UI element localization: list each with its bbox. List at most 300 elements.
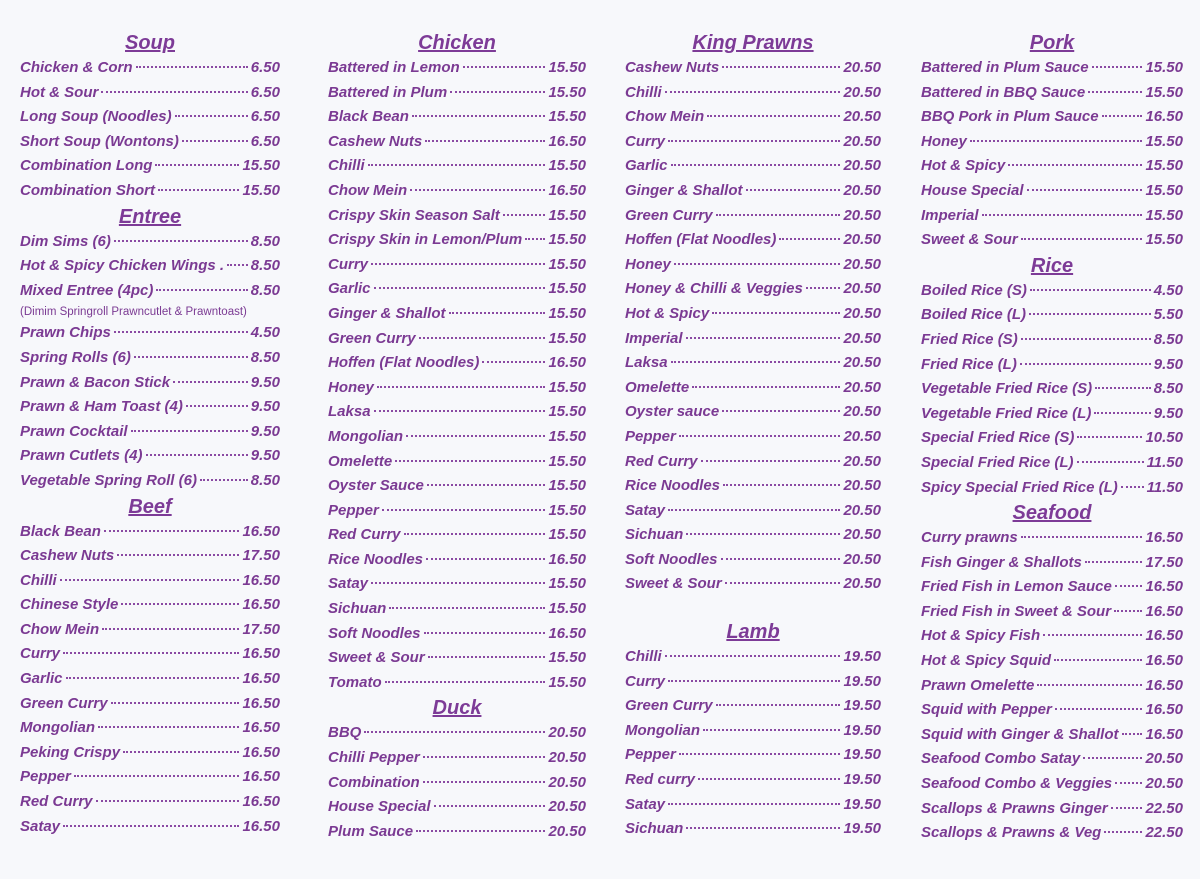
menu-item-price: 20.50: [548, 773, 586, 791]
menu-item-price: 20.50: [1145, 775, 1183, 793]
dot-leader: [712, 312, 840, 314]
dot-leader: [665, 91, 841, 93]
dot-leader: [686, 337, 841, 339]
menu-item-price: 20.50: [843, 452, 881, 470]
menu-item: [20, 520, 280, 545]
menu-item-price: 20.50: [843, 181, 881, 199]
menu-item-price: 6.50: [250, 132, 280, 150]
menu-item: [921, 179, 1183, 204]
menu-item-name: BBQ: [328, 724, 362, 742]
menu-item-price: 15.50: [548, 600, 586, 618]
menu-item-price: 9.50: [250, 447, 280, 465]
menu-item: [20, 815, 280, 840]
menu-item-price: 9.50: [250, 398, 280, 416]
menu-section-chicken: [328, 30, 586, 695]
menu-item-price: 10.50: [1145, 429, 1183, 447]
menu-item-name: Soft Noodles: [328, 624, 421, 642]
menu-item: [20, 790, 280, 815]
menu-item: [921, 402, 1183, 427]
menu-item: [625, 719, 881, 744]
menu-item: [921, 81, 1183, 106]
menu-item-price: 16.50: [1145, 701, 1183, 719]
menu-item-price: 16.50: [1145, 627, 1183, 645]
menu-item-price: 15.50: [548, 526, 586, 544]
dot-leader: [200, 479, 248, 481]
menu-item: [625, 81, 881, 106]
dot-leader: [1030, 289, 1151, 291]
dot-leader: [716, 214, 841, 216]
menu-item-name: Mongolian: [328, 427, 403, 445]
menu-item: [328, 81, 586, 106]
menu-item: [20, 716, 280, 741]
menu-item-name: Prawn Cocktail: [20, 422, 128, 440]
menu-item-price: 20.50: [843, 403, 881, 421]
menu-item-name: Hot & Spicy Fish: [921, 627, 1041, 645]
menu-item: [921, 772, 1183, 797]
menu-item-price: 20.50: [843, 329, 881, 347]
menu-item: [328, 277, 586, 302]
menu-item: [921, 476, 1183, 501]
menu-item-name: Hot & Sour: [20, 83, 99, 101]
menu-item: [20, 130, 280, 155]
menu-item: [625, 130, 881, 155]
menu-item-name: Red curry: [625, 771, 696, 789]
menu-item: [921, 797, 1183, 822]
menu-item-price: 20.50: [548, 724, 586, 742]
menu-item: [328, 548, 586, 573]
menu-item-price: 16.50: [242, 694, 280, 712]
menu-item: [921, 204, 1183, 229]
menu-item-name: Mongolian: [625, 721, 700, 739]
dot-leader: [701, 460, 841, 462]
dot-leader: [419, 337, 546, 339]
menu-item-price: 9.50: [1153, 404, 1183, 422]
menu-item-price: 8.50: [1153, 330, 1183, 348]
menu-item: [921, 526, 1183, 551]
dot-leader: [1020, 363, 1151, 365]
menu-item-name: Chilli: [20, 571, 57, 589]
menu-item-name: Green Curry: [328, 329, 416, 347]
dot-leader: [668, 140, 840, 142]
menu-item: [328, 253, 586, 278]
menu-item: [328, 327, 586, 352]
menu-item-price: 15.50: [548, 427, 586, 445]
menu-item: [328, 523, 586, 548]
dot-leader: [482, 361, 545, 363]
dot-leader: [1114, 610, 1142, 612]
menu-item-price: 15.50: [548, 477, 586, 495]
menu-item-price: 15.50: [548, 231, 586, 249]
menu-item-name: Vegetable Fried Rice (S): [921, 380, 1093, 398]
menu-item-name: Battered in BBQ Sauce: [921, 83, 1086, 101]
dot-leader: [1043, 634, 1142, 636]
menu-item: [921, 575, 1183, 600]
menu-item: [328, 622, 586, 647]
dot-leader: [412, 115, 546, 117]
dot-leader: [1037, 684, 1142, 686]
menu-item-price: 20.50: [843, 206, 881, 224]
menu-item-name: Hoffen (Flat Noodles): [625, 231, 777, 249]
menu-item: [625, 450, 881, 475]
dot-leader: [698, 778, 840, 780]
menu-item-price: 15.50: [548, 304, 586, 322]
menu-item: [625, 548, 881, 573]
menu-item: [20, 569, 280, 594]
menu-item-price: 20.50: [1145, 750, 1183, 768]
section-title: Seafood: [1012, 502, 1092, 525]
menu-item-price: 6.50: [250, 108, 280, 126]
menu-item: [921, 279, 1183, 304]
menu-item: [921, 698, 1183, 723]
menu-item-name: Boiled Rice (L): [921, 306, 1027, 324]
menu-item-name: Scallops & Prawns & Veg: [921, 824, 1102, 842]
menu-item-name: Curry prawns: [921, 529, 1018, 547]
menu-item-name: Garlic: [20, 670, 63, 688]
menu-item: [625, 768, 881, 793]
section-title: Pork: [1029, 32, 1075, 54]
menu-item: [328, 228, 586, 253]
menu-item: [20, 179, 280, 204]
dot-leader: [671, 164, 841, 166]
menu-item-name: Chinese Style: [20, 596, 119, 614]
dot-leader: [525, 238, 545, 240]
menu-item-name: Cashew Nuts: [328, 132, 423, 150]
dot-leader: [721, 558, 841, 560]
dot-leader: [404, 533, 546, 535]
dot-leader: [134, 356, 248, 358]
menu-item-name: Sweet & Sour: [328, 649, 425, 667]
menu-item-price: 22.50: [1145, 824, 1183, 842]
menu-item-name: Honey: [625, 255, 671, 273]
menu-column-2: [328, 30, 586, 844]
menu-section-pork: [921, 30, 1183, 253]
dot-leader: [102, 628, 239, 630]
menu-item-name: Prawn & Ham Toast (4): [20, 398, 183, 416]
menu-item: [921, 154, 1183, 179]
dot-leader: [686, 827, 840, 829]
dot-leader: [428, 656, 546, 658]
menu-item-price: 9.50: [1153, 355, 1183, 373]
menu-item-price: 9.50: [250, 422, 280, 440]
menu-item-name: Satay: [625, 501, 666, 519]
menu-item-name: Dim Sims (6): [20, 232, 111, 250]
dot-leader: [371, 263, 545, 265]
menu-item: [20, 618, 280, 643]
menu-item: [328, 499, 586, 524]
menu-item-name: Hot & Spicy Chicken Wings .: [20, 257, 225, 275]
menu-item-name: Prawn Omelette: [921, 676, 1035, 694]
menu-item-price: 19.50: [843, 820, 881, 838]
dot-leader: [1021, 536, 1143, 538]
menu-item-name: Sweet & Sour: [921, 231, 1018, 249]
menu-item-price: 15.50: [1145, 59, 1183, 76]
dot-leader: [395, 460, 545, 462]
menu-item: [625, 253, 881, 278]
dot-leader: [1055, 708, 1143, 710]
menu-item-price: 9.50: [250, 373, 280, 391]
dot-leader: [114, 240, 248, 242]
dot-leader: [63, 652, 239, 654]
menu-item-price: 19.50: [843, 746, 881, 764]
menu-item-name: Hoffen (Flat Noodles): [328, 354, 480, 372]
menu-item: [625, 204, 881, 229]
menu-item-name: Fried Rice (L): [921, 355, 1017, 373]
menu-item: [20, 321, 280, 346]
menu-item-price: 20.50: [548, 749, 586, 767]
menu-item: [921, 353, 1183, 378]
menu-item-price: 17.50: [242, 547, 280, 565]
menu-item-price: 20.50: [843, 304, 881, 322]
menu-item: [20, 642, 280, 667]
menu-item: [20, 741, 280, 766]
menu-item-name: Soft Noodles: [625, 550, 718, 568]
menu-item-price: 16.50: [242, 768, 280, 786]
menu-item-name: Pepper: [625, 427, 676, 445]
menu-item-name: Seafood Combo & Veggies: [921, 775, 1113, 793]
menu-item: [921, 56, 1183, 81]
menu-item: [328, 376, 586, 401]
menu-item: [921, 649, 1183, 674]
menu-item-price: 16.50: [1145, 676, 1183, 694]
menu-item-name: Fried Fish in Lemon Sauce: [921, 578, 1112, 596]
menu-item: [328, 597, 586, 622]
menu-item-name: Chilli Pepper: [328, 749, 420, 767]
menu-item: [625, 400, 881, 425]
menu-item-name: Rice Noodles: [328, 550, 424, 568]
menu-item-name: Seafood Combo Satay: [921, 750, 1081, 768]
menu-item-name: Chow Mein: [328, 181, 408, 199]
menu-item-price: 15.50: [548, 673, 586, 691]
dot-leader: [374, 287, 546, 289]
menu-item: [625, 474, 881, 499]
dot-leader: [104, 530, 240, 532]
menu-item: [20, 420, 280, 445]
menu-item: [921, 723, 1183, 748]
menu-item-note: (Dimim Springroll Prawncutlet & Prawntoast): [20, 306, 247, 319]
menu-item-price: 20.50: [843, 231, 881, 249]
menu-section-lamb: [625, 619, 881, 842]
menu-item: [328, 474, 586, 499]
menu-item-name: Oyster sauce: [625, 403, 720, 421]
menu-item-name: Garlic: [625, 157, 668, 175]
dot-leader: [671, 361, 841, 363]
menu-item-price: 20.50: [843, 157, 881, 175]
menu-item-name: Mongolian: [20, 719, 95, 737]
menu-item-name: Combination Short: [20, 181, 155, 199]
menu-item-price: 15.50: [548, 206, 586, 224]
menu-item: [921, 105, 1183, 130]
menu-item-name: Pepper: [20, 768, 71, 786]
menu-item-name: Spring Rolls (6): [20, 348, 131, 366]
dot-leader: [74, 775, 240, 777]
menu-item: [625, 743, 881, 768]
dot-leader: [1115, 585, 1143, 587]
menu-item-name: Hot & Spicy Squid: [921, 652, 1052, 670]
menu-item: [625, 228, 881, 253]
menu-item-price: 8.50: [1153, 380, 1183, 398]
menu-item-price: 16.50: [1145, 578, 1183, 596]
menu-item: [625, 694, 881, 719]
menu-item: [20, 81, 280, 106]
menu-item-price: 15.50: [1145, 231, 1183, 249]
menu-item: [625, 645, 881, 670]
dot-leader: [406, 435, 545, 437]
menu-item: [921, 426, 1183, 451]
section-title: Duck: [432, 697, 482, 720]
dot-leader: [63, 825, 239, 827]
menu-item: [20, 230, 280, 255]
menu-item-price: 16.50: [1145, 652, 1183, 670]
dot-leader: [746, 189, 841, 191]
dot-leader: [1095, 387, 1151, 389]
menu-item-price: 17.50: [242, 620, 280, 638]
menu-item-name: Hot & Spicy: [921, 157, 1006, 175]
menu-column-4: [921, 30, 1183, 846]
dot-leader: [679, 753, 841, 755]
menu-item-name: Fried Fish in Sweet & Sour: [921, 602, 1112, 620]
menu-item: [921, 451, 1183, 476]
menu-item-name: Chilli: [625, 83, 662, 101]
menu-item: [328, 721, 586, 746]
menu-item-price: 19.50: [843, 795, 881, 813]
menu-item-name: Cashew Nuts: [625, 59, 720, 76]
menu-item-price: 20.50: [843, 501, 881, 519]
dot-leader: [679, 435, 841, 437]
dot-leader: [1122, 733, 1143, 735]
menu-item-price: 20.50: [843, 427, 881, 445]
menu-item: [625, 277, 881, 302]
menu-item-price: 20.50: [843, 575, 881, 593]
menu-item-name: Red Curry: [328, 526, 401, 544]
menu-item-price: 15.50: [548, 59, 586, 76]
menu-item-price: 8.50: [250, 348, 280, 366]
dot-leader: [1077, 461, 1144, 463]
dot-leader: [1054, 659, 1142, 661]
menu-item-name: Peking Crispy: [20, 743, 121, 761]
dot-leader: [186, 405, 248, 407]
dot-leader: [425, 140, 545, 142]
menu-item-price: 15.50: [1145, 83, 1183, 101]
menu-item: [20, 56, 280, 81]
dot-leader: [374, 410, 546, 412]
menu-item-name: Black Bean: [20, 522, 101, 540]
menu-item-name: Vegetable Spring Roll (6): [20, 471, 197, 489]
dot-leader: [146, 454, 248, 456]
menu-item-name: Pepper: [625, 746, 676, 764]
dot-leader: [410, 189, 545, 191]
menu-item-price: 16.50: [242, 522, 280, 540]
dot-leader: [385, 681, 546, 683]
menu-item-price: 16.50: [242, 645, 280, 663]
menu-item-name: Red Curry: [625, 452, 698, 470]
menu-item-price: 20.50: [843, 132, 881, 150]
menu-item-name: Rice Noodles: [625, 477, 721, 495]
dot-leader: [114, 331, 248, 333]
menu-item: [921, 228, 1183, 253]
menu-item: [625, 327, 881, 352]
menu-item-price: 15.50: [548, 108, 586, 126]
menu-item: [328, 425, 586, 450]
menu-item: [625, 302, 881, 327]
dot-leader: [503, 214, 546, 216]
menu-item: [20, 593, 280, 618]
menu-item: [625, 425, 881, 450]
menu-item: [625, 499, 881, 524]
dot-leader: [227, 264, 248, 266]
menu-item-name: Special Fried Rice (L): [921, 453, 1074, 471]
menu-item-price: 20.50: [843, 280, 881, 298]
dot-leader: [175, 115, 248, 117]
menu-item: [625, 817, 881, 842]
menu-item: [328, 154, 586, 179]
menu-item: [20, 254, 280, 279]
menu-item: [328, 351, 586, 376]
menu-item: [921, 747, 1183, 772]
dot-leader: [1092, 66, 1143, 68]
menu-item: [921, 303, 1183, 328]
menu-item: [328, 771, 586, 796]
menu-item-name: Sichuan: [328, 600, 387, 618]
section-title: Beef: [128, 495, 172, 518]
dot-leader: [716, 704, 841, 706]
menu-item-price: 15.50: [548, 378, 586, 396]
dot-leader: [1121, 486, 1144, 488]
menu-item-price: 17.50: [1145, 553, 1183, 571]
menu-item-name: Battered in Lemon: [328, 59, 460, 76]
menu-item-name: Chicken & Corn: [20, 59, 133, 76]
menu-item: [20, 469, 280, 494]
menu-item-name: Chilli: [328, 157, 365, 175]
menu-item: [625, 179, 881, 204]
dot-leader: [131, 430, 248, 432]
menu-item-name: Garlic: [328, 280, 371, 298]
dot-leader: [450, 91, 545, 93]
dot-leader: [60, 579, 240, 581]
dot-leader: [1021, 338, 1151, 340]
menu-section-duck: [328, 695, 586, 844]
menu-item-price: 15.50: [242, 181, 280, 199]
section-title: Chicken: [418, 32, 496, 54]
menu-item-price: 11.50: [1146, 453, 1183, 471]
menu-item-price: 16.50: [548, 550, 586, 568]
dot-leader: [449, 312, 546, 314]
menu-item-price: 15.50: [548, 501, 586, 519]
menu-item-name: Oyster Sauce: [328, 477, 424, 495]
menu-item: [20, 346, 280, 371]
menu-section-entree: [20, 204, 280, 494]
menu-item: [328, 820, 586, 845]
dot-leader: [117, 554, 239, 556]
menu-item-name: Green Curry: [625, 697, 713, 715]
dot-leader: [98, 726, 239, 728]
section-title: King Prawns: [692, 32, 814, 54]
menu-item-name: House Special: [921, 181, 1024, 199]
dot-leader: [806, 287, 841, 289]
dot-leader: [703, 729, 840, 731]
menu-item-price: 15.50: [548, 157, 586, 175]
menu-item: [20, 692, 280, 717]
dot-leader: [1102, 115, 1143, 117]
dot-leader: [434, 805, 546, 807]
dot-leader: [1029, 313, 1151, 315]
dot-leader: [1021, 238, 1143, 240]
menu-item-price: 20.50: [548, 822, 586, 840]
menu-item-price: 8.50: [250, 281, 280, 299]
menu-item-price: 6.50: [250, 59, 280, 76]
menu-item: [921, 600, 1183, 625]
menu-section-king-prawns: [625, 30, 881, 597]
menu-item-name: Prawn Cutlets (4): [20, 447, 143, 465]
